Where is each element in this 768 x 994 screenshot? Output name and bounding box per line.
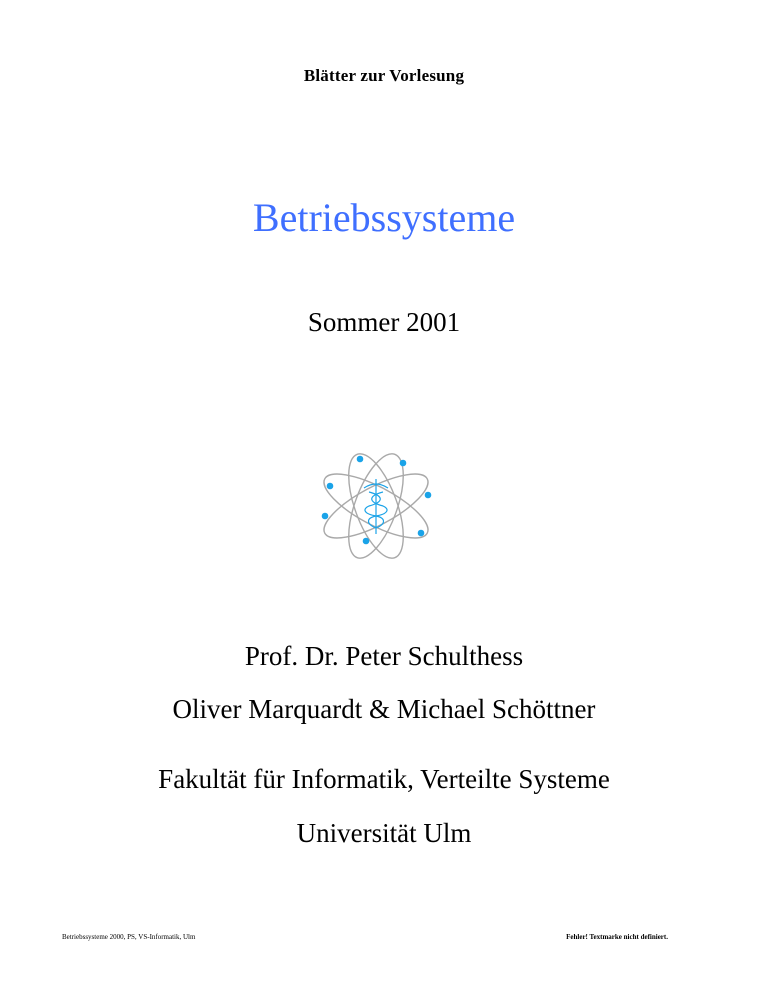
university-name: Universität Ulm xyxy=(296,818,472,848)
atom-caduceus-icon xyxy=(314,448,438,564)
footer-right-text: Fehler! Textmarke nicht definiert. xyxy=(566,933,668,941)
author-professor: Prof. Dr. Peter Schulthess xyxy=(244,641,524,671)
document-supertitle: Blätter zur Vorlesung xyxy=(303,66,465,85)
semester-term: Sommer 2001 xyxy=(307,307,461,337)
footer-left-text: Betriebssysteme 2000, PS, VS-Informatik, Ulm xyxy=(62,933,196,941)
faculty-department: Fakultät für Informatik, Verteilte Systeme xyxy=(158,764,610,794)
document-title: Betriebssysteme xyxy=(252,195,516,240)
author-assistants: Oliver Marquardt & Michael Schöttner xyxy=(172,694,596,724)
